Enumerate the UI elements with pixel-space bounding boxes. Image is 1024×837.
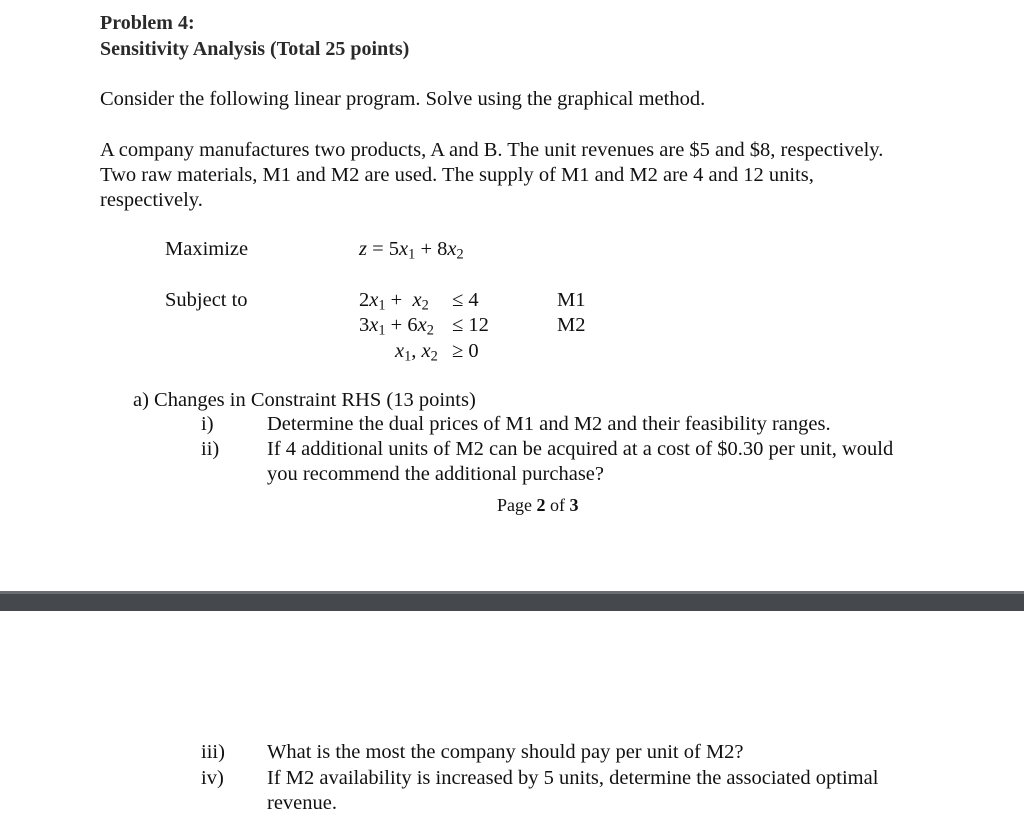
- problem-number: Problem 4:: [100, 12, 195, 34]
- item-text-i: Determine the dual prices of M1 and M2 and their feasibility ranges.: [267, 413, 831, 435]
- problem-title: Sensitivity Analysis (Total 25 points): [100, 38, 410, 60]
- page-number: Page 2 of 3: [497, 495, 579, 515]
- intro-text: Consider the following linear program. Solve using the graphical method.: [100, 88, 706, 110]
- constraint-m1-rhs: ≤ 4: [452, 289, 479, 311]
- constraint-m2-lhs: $3x_1 + 6x_2$: [359, 314, 434, 339]
- page-break-divider: [0, 591, 1024, 611]
- description-line-3: respectively.: [100, 189, 203, 211]
- subject-to-label: Subject to: [165, 289, 248, 311]
- part-a-heading: a) Changes in Constraint RHS (13 points): [133, 389, 476, 411]
- constraint-m2-label: M2: [557, 314, 586, 336]
- description-line-2: Two raw materials, M1 and M2 are used. The supply of M1 and M2 are 4 and 12 units,: [100, 164, 814, 186]
- item-number-iii: iii): [201, 741, 225, 763]
- item-text-iii: What is the most the company should pay per unit of M2?: [267, 741, 744, 763]
- constraint-m1-label: M1: [557, 289, 586, 311]
- objective-function: $z = 5x_1 + 8x_2$: [359, 238, 464, 263]
- constraint-m1-lhs: $2x_1 + x_2$: [359, 289, 429, 314]
- item-text-iv: If M2 availability is increased by 5 units, determine the associated optimal: [267, 767, 879, 789]
- item-text-ii: If 4 additional units of M2 can be acquired at a cost of $0.30 per unit, would: [267, 438, 894, 460]
- nonnegativity-rhs: ≥ 0: [452, 340, 479, 362]
- item-text-iv-cont: revenue.: [267, 792, 337, 814]
- maximize-label: Maximize: [165, 238, 249, 260]
- item-number-i: i): [201, 413, 214, 435]
- item-text-ii-cont: you recommend the additional purchase?: [267, 463, 604, 485]
- item-number-ii: ii): [201, 438, 220, 460]
- item-number-iv: iv): [201, 767, 224, 789]
- constraint-m2-rhs: ≤ 12: [452, 314, 489, 336]
- nonnegativity-lhs: $x_1$, $x_2$: [395, 340, 438, 365]
- description-line-1: A company manufactures two products, A and B. The unit revenues are $5 and $8, respectively.: [100, 139, 884, 161]
